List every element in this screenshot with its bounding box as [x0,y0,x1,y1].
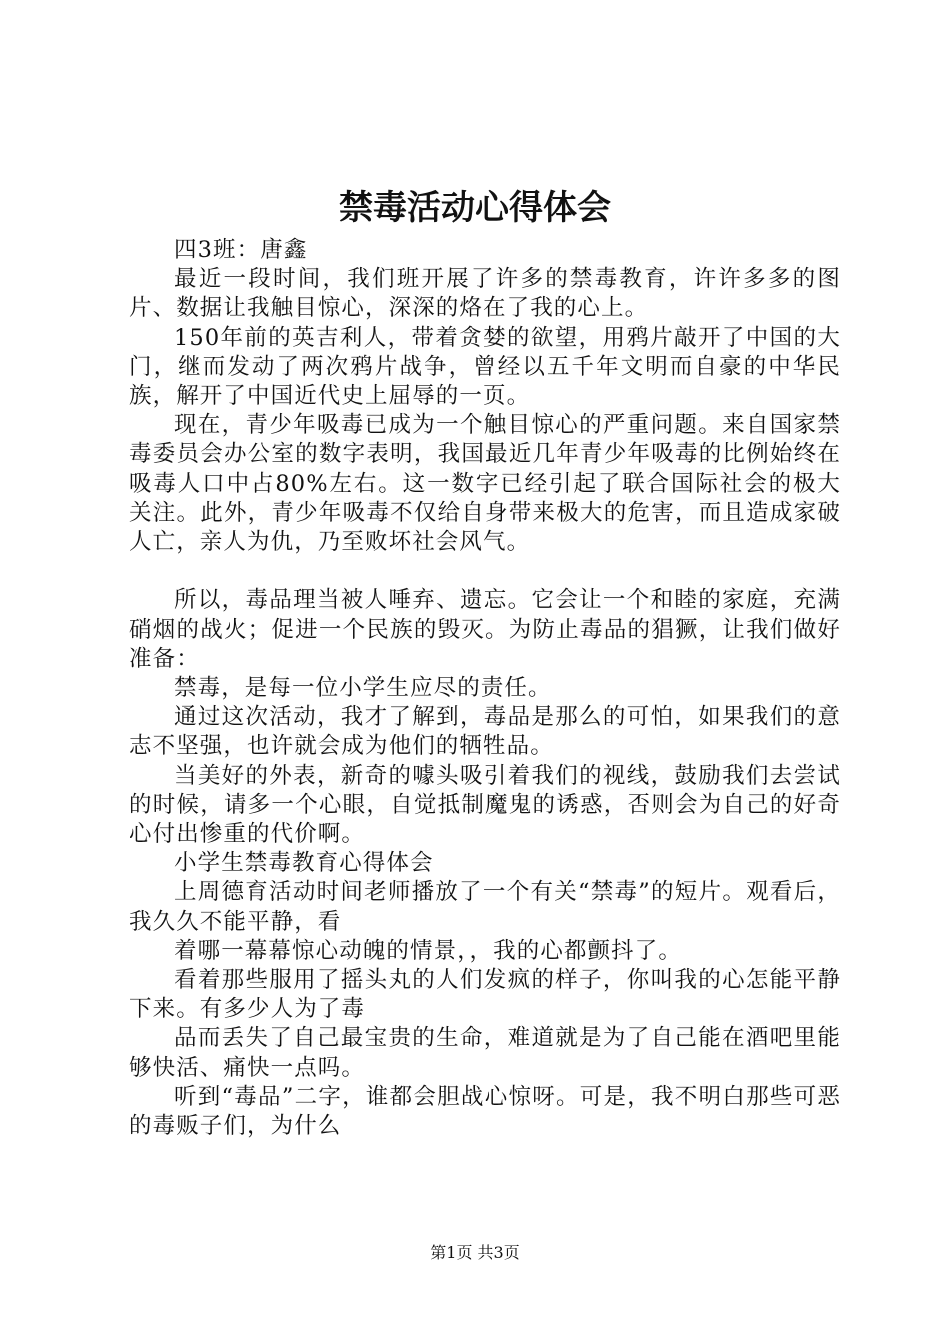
paragraph: 最近一段时间，我们班开展了许多的禁毒教育，许许多多的图片、数据让我触目惊心，深深的烙在了我的心上。 [129,266,841,322]
paragraph-gap [129,557,841,586]
paragraph: 品而丢失了自己最宝贵的生命，难道就是为了自己能在酒吧里能够快活、痛快一点吗。 [129,1025,841,1081]
document-body [129,236,841,1141]
paragraph: 当美好的外表，新奇的噱头吸引着我们的视线，鼓励我们去尝试的时候，请多一个心眼，自觉抵制魔鬼的诱惑，否则会为自己的好奇心付出惨重的代价啊。 [129,762,841,848]
paragraph: 通过这次活动，我才了解到，毒品是那么的可怕，如果我们的意志不坚强，也许就会成为他们的牺牲品。 [129,704,841,760]
paragraph: 150年前的英吉利人，带着贪婪的欲望，用鸦片敲开了中国的大门，继而发动了两次鸦片战争，曾经以五千年文明而自豪的中华民族，解开了中国近代史上屈辱的一页。 [129,324,841,410]
paragraph: 所以，毒品理当被人唾弃、遗忘。它会让一个和睦的家庭，充满硝烟的战火；促进一个民族的毁灭。为防止毒品的猖獗，让我们做好准备： [129,587,841,672]
author-line: 四3班：唐鑫 [174,237,308,263]
document-title: 禁毒活动心得体会 [339,188,611,228]
section-heading: 小学生禁毒教育心得体会 [174,850,434,877]
paragraph: 禁毒，是每一位小学生应尽的责任。 [174,675,552,702]
paragraph: 上周德育活动时间老师播放了一个有关“禁毒”的短片。观看后，我久久不能平静，看 [129,879,841,935]
page-footer: 第1页 共3页 [430,1243,520,1262]
paragraph: 着哪一幕幕惊心动魄的情景，，我的心都颤抖了。 [174,937,682,964]
paragraph: 现在，青少年吸毒已成为一个触目惊心的严重问题。来自国家禁毒委员会办公室的数字表明，我国最近几年青少年吸毒的比例始终在吸毒人口中占80%左右。这一数字已经引起了联合国际社会的极大关注。此外，青少年吸毒不仅给自身带来极大的危害，而且造成家破人亡，亲人为仇，乃至败坏社会风气。 [129,412,841,556]
paragraph: 看着那些服用了摇头丸的人们发疯的样子，你叫我的心怎能平静下来。有多少人为了毒 [129,967,841,1023]
paragraph: 听到“毒品”二字，谁都会胆战心惊呀。可是，我不明白那些可恶的毒贩子们，为什么 [129,1083,841,1140]
